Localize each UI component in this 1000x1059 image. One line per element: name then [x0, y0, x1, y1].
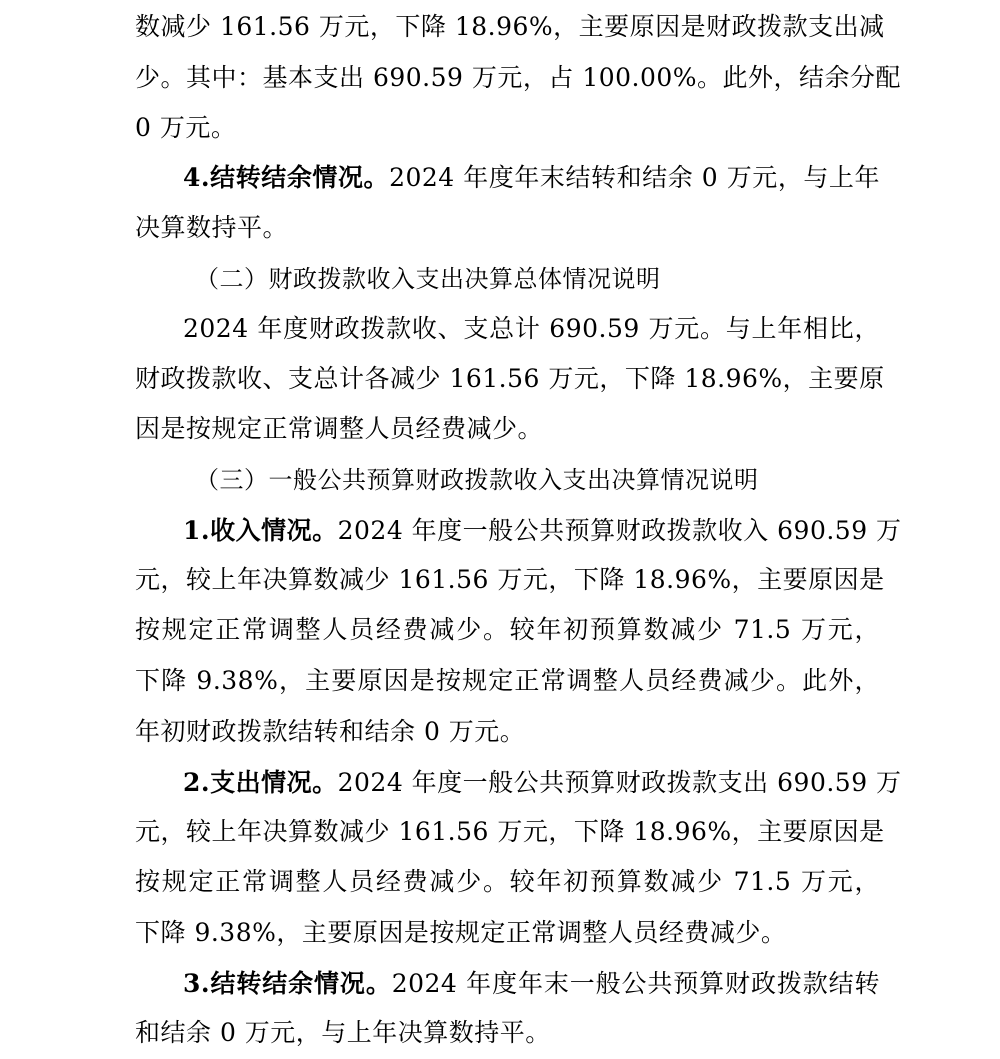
paragraph-heading-line	[183, 757, 902, 809]
section-heading: （三）一般公共预算财政拨款收入支出决算情况说明	[195, 466, 759, 494]
paragraph-heading: 2.支出情况。	[183, 768, 338, 797]
text-line: 按规定正常调整人员经费减少。较年初预算数减少 71.5 万元，	[135, 867, 880, 896]
text-line: 元，较上年决算数减少 161.56 万元，下降 18.96%，主要原因是	[135, 817, 885, 846]
text-fragment: 2024 年度一般公共预算财政拨款支出 690.59 万	[337, 768, 902, 797]
paragraph-heading: 3.结转结余情况。	[183, 969, 392, 998]
text-line: 因是按规定正常调整人员经费减少。	[135, 414, 544, 443]
text-line: 按规定正常调整人员经费减少。较年初预算数减少 71.5 万元，	[135, 615, 880, 644]
paragraph-heading: 1.收入情况。	[183, 516, 338, 545]
paragraph-heading-line	[183, 958, 880, 1010]
text-line: 年初财政拨款结转和结余 0 万元。	[135, 717, 526, 746]
text-line: 数减少 161.56 万元，下降 18.96%，主要原因是财政拨款支出减	[135, 12, 885, 41]
text-line: 财政拨款收、支总计各减少 161.56 万元，下降 18.96%，主要原	[135, 364, 885, 393]
text-line: 元，较上年决算数减少 161.56 万元，下降 18.96%，主要原因是	[135, 565, 885, 594]
paragraph-heading: 4.结转结余情况。	[183, 163, 390, 192]
section-heading: （二）财政拨款收入支出决算总体情况说明	[195, 265, 661, 293]
text-line: 决算数持平。	[135, 213, 289, 242]
text-line: 下降 9.38%，主要原因是按规定正常调整人员经费减少。	[135, 918, 787, 947]
text-line: 2024 年度财政拨款收、支总计 690.59 万元。与上年相比，	[183, 314, 880, 343]
text-fragment: 2024 年度年末结转和结余 0 万元，与上年	[389, 163, 880, 192]
text-fragment: 2024 年度一般公共预算财政拨款收入 690.59 万	[337, 516, 902, 545]
paragraph-heading-line	[183, 505, 902, 557]
text-line: 下降 9.38%，主要原因是按规定正常调整人员经费减少。此外，	[135, 666, 880, 695]
paragraph-heading-line	[183, 152, 880, 204]
text-fragment: 2024 年度年末一般公共预算财政拨款结转	[391, 969, 880, 998]
text-line: 0 万元。	[135, 113, 237, 142]
text-line: 少。其中：基本支出 690.59 万元，占 100.00%。此外，结余分配	[135, 63, 902, 92]
text-line: 和结余 0 万元，与上年决算数持平。	[135, 1018, 551, 1047]
